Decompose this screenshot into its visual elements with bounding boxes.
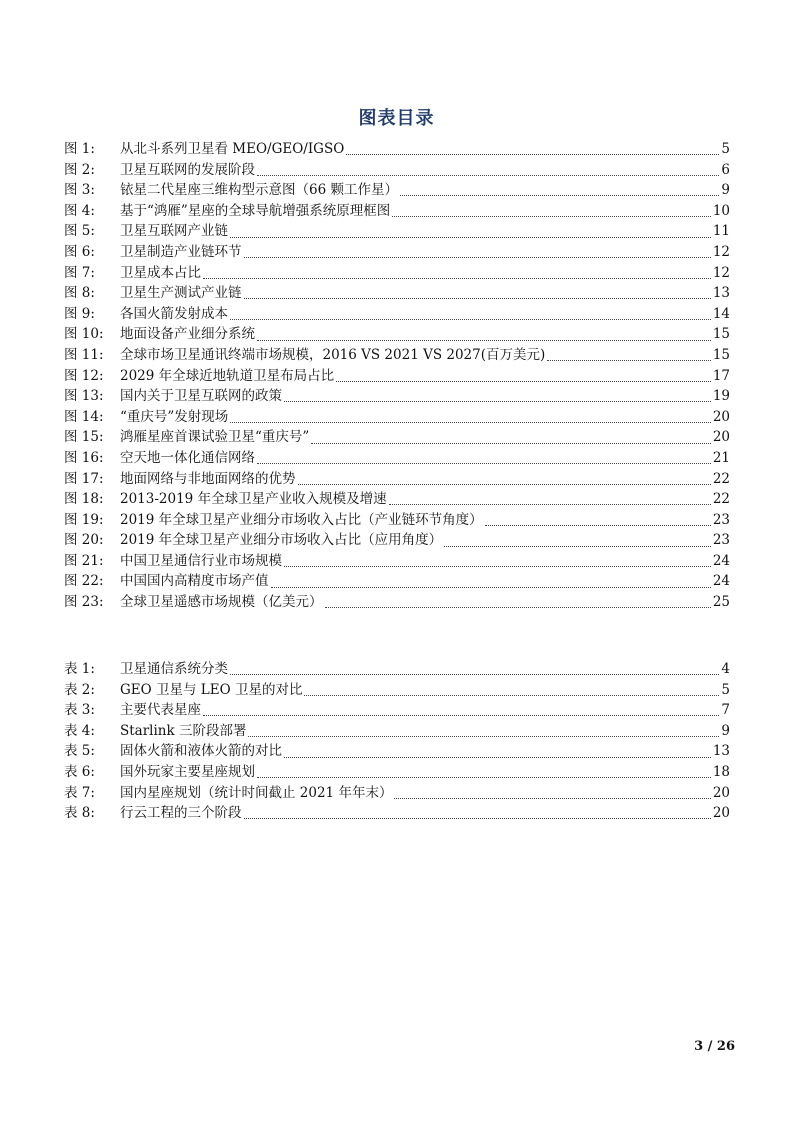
table-page-number: 20 bbox=[712, 784, 730, 801]
table-page-number: 18 bbox=[712, 763, 730, 780]
figure-entry[interactable] bbox=[64, 345, 730, 366]
table-label: 表 3: bbox=[64, 702, 95, 719]
figure-page-number: 23 bbox=[712, 511, 730, 528]
figure-title: 2029 年全球近地轨道卫星布局占比 bbox=[120, 367, 335, 384]
table-page-number: 13 bbox=[712, 743, 730, 760]
dot-leader bbox=[257, 339, 711, 341]
figure-entry[interactable] bbox=[64, 469, 730, 490]
figure-label: 图 8: bbox=[64, 285, 95, 302]
table-entry[interactable] bbox=[64, 783, 730, 804]
figure-title: 地面网络与非地面网络的优势 bbox=[120, 470, 296, 487]
figure-title: 全球卫星遥感市场规模（亿美元） bbox=[120, 594, 323, 611]
figure-page-number: 21 bbox=[712, 449, 730, 466]
figure-entry[interactable] bbox=[64, 304, 730, 325]
figure-label: 图 3: bbox=[64, 182, 95, 199]
table-title: 主要代表星座 bbox=[120, 702, 201, 719]
figure-title: 卫星互联网的发展阶段 bbox=[120, 161, 255, 178]
page-title: 图表目录 bbox=[358, 108, 435, 129]
table-label: 表 4: bbox=[64, 722, 95, 739]
figure-label: 图 19: bbox=[64, 511, 104, 528]
figure-page-number: 13 bbox=[712, 285, 730, 302]
figure-label: 图 18: bbox=[64, 491, 104, 508]
figure-page-number: 20 bbox=[712, 408, 730, 425]
figure-page-number: 11 bbox=[712, 223, 730, 240]
figure-page-number: 23 bbox=[712, 532, 730, 549]
dot-leader bbox=[336, 380, 711, 382]
figure-title: 从北斗系列卫星看 MEO/GEO/IGSO bbox=[120, 141, 345, 157]
dot-leader bbox=[389, 503, 711, 505]
dot-leader bbox=[230, 421, 711, 423]
dot-leader bbox=[271, 586, 711, 588]
page-number: 3 / 26 bbox=[694, 1039, 735, 1054]
figure-page-number: 20 bbox=[712, 429, 730, 446]
figure-entry[interactable] bbox=[64, 510, 730, 531]
figure-title: 卫星制造产业链环节 bbox=[120, 243, 242, 260]
dot-leader bbox=[400, 194, 719, 196]
table-title: 国内星座规划（统计时间截止 2021 年年末） bbox=[120, 784, 393, 801]
figure-page-number: 6 bbox=[721, 161, 730, 178]
dot-leader bbox=[394, 797, 710, 799]
table-title: Starlink 三阶段部署 bbox=[120, 722, 247, 739]
dot-leader bbox=[325, 606, 711, 608]
figure-entry[interactable] bbox=[64, 201, 730, 222]
figure-label: 图 11: bbox=[64, 346, 104, 363]
dot-leader bbox=[230, 318, 711, 320]
dot-leader bbox=[392, 215, 711, 217]
figure-label: 图 4: bbox=[64, 202, 95, 219]
dot-leader bbox=[244, 297, 711, 299]
dot-leader bbox=[298, 483, 711, 485]
figure-list bbox=[64, 139, 730, 613]
figure-label: 图 23: bbox=[64, 594, 104, 611]
dot-leader bbox=[257, 174, 719, 176]
figure-title: 中国卫星通信行业市场规模 bbox=[120, 552, 282, 569]
figure-page-number: 5 bbox=[721, 141, 730, 157]
figure-entry[interactable] bbox=[64, 530, 730, 551]
figure-label: 图 21: bbox=[64, 552, 104, 569]
figure-title: “重庆号”发射现场 bbox=[120, 408, 229, 425]
figure-title: 2019 年全球卫星产业细分市场收入占比（产业链环节角度） bbox=[120, 511, 483, 528]
figure-page-number: 14 bbox=[712, 305, 730, 322]
table-entry[interactable] bbox=[64, 659, 730, 680]
figure-title: 2019 年全球卫星产业细分市场收入占比（应用角度） bbox=[120, 532, 443, 549]
figure-title: 国内关于卫星互联网的政策 bbox=[120, 388, 282, 405]
figure-title: 基于“鸿雁”星座的全球导航增强系统原理框图 bbox=[120, 202, 391, 219]
figure-label: 图 13: bbox=[64, 388, 104, 405]
figure-entry[interactable] bbox=[64, 551, 730, 572]
dot-leader bbox=[485, 524, 711, 526]
figure-page-number: 19 bbox=[712, 388, 730, 405]
dot-leader bbox=[444, 545, 711, 547]
table-page-number: 9 bbox=[721, 722, 730, 739]
figure-entry[interactable] bbox=[64, 366, 730, 387]
table-page-number: 4 bbox=[721, 661, 730, 677]
table-page-number: 5 bbox=[721, 681, 730, 698]
figure-title: 鸿雁星座首课试验卫星“重庆号” bbox=[120, 429, 310, 446]
table-title: 固体火箭和液体火箭的对比 bbox=[120, 743, 282, 760]
figure-label: 图 9: bbox=[64, 305, 95, 322]
figure-entry[interactable] bbox=[64, 180, 730, 201]
figure-title: 空天地一体化通信网络 bbox=[120, 449, 255, 466]
table-label: 表 1: bbox=[64, 661, 95, 677]
figure-title: 卫星成本占比 bbox=[120, 264, 201, 281]
figure-entry[interactable] bbox=[64, 448, 730, 469]
figure-label: 图 20: bbox=[64, 532, 104, 549]
figure-entry[interactable] bbox=[64, 242, 730, 263]
figure-title: 2013-2019 年全球卫星产业收入规模及增速 bbox=[120, 491, 387, 508]
figure-entry[interactable] bbox=[64, 263, 730, 284]
figure-page-number: 12 bbox=[712, 264, 730, 281]
figure-page-number: 15 bbox=[712, 346, 730, 363]
dot-leader bbox=[230, 236, 711, 238]
dot-leader bbox=[284, 565, 711, 567]
figure-title: 卫星生产测试产业链 bbox=[120, 285, 242, 302]
figure-page-number: 22 bbox=[712, 491, 730, 508]
table-label: 表 8: bbox=[64, 805, 95, 822]
table-entry[interactable] bbox=[64, 700, 730, 721]
figure-label: 图 10: bbox=[64, 326, 104, 343]
figure-label: 图 5: bbox=[64, 223, 95, 240]
dot-leader bbox=[346, 153, 719, 155]
dot-leader bbox=[203, 277, 711, 279]
figure-title: 地面设备产业细分系统 bbox=[120, 326, 255, 343]
dot-leader bbox=[257, 776, 711, 778]
dot-leader bbox=[203, 714, 719, 716]
figure-title: 各国火箭发射成本 bbox=[120, 305, 228, 322]
figure-entry[interactable] bbox=[64, 324, 730, 345]
dot-leader bbox=[257, 462, 711, 464]
figure-label: 图 16: bbox=[64, 449, 104, 466]
table-title: 国外玩家主要星座规划 bbox=[120, 763, 255, 780]
figure-page-number: 24 bbox=[712, 552, 730, 569]
figure-title: 卫星互联网产业链 bbox=[120, 223, 228, 240]
figure-entry[interactable] bbox=[64, 386, 730, 407]
table-entry[interactable] bbox=[64, 803, 730, 824]
figure-entry[interactable] bbox=[64, 160, 730, 181]
figure-label: 图 1: bbox=[64, 141, 95, 157]
figure-page-number: 9 bbox=[721, 182, 730, 199]
figure-page-number: 25 bbox=[712, 594, 730, 611]
dot-leader bbox=[284, 400, 711, 402]
figure-label: 图 12: bbox=[64, 367, 104, 384]
figure-label: 图 14: bbox=[64, 408, 104, 425]
dot-leader bbox=[244, 256, 711, 258]
figure-page-number: 17 bbox=[712, 367, 730, 384]
figure-label: 图 7: bbox=[64, 264, 95, 281]
table-list bbox=[64, 659, 730, 824]
table-entry[interactable] bbox=[64, 721, 730, 742]
figure-label: 图 22: bbox=[64, 573, 104, 590]
table-title: GEO 卫星与 LEO 卫星的对比 bbox=[120, 681, 303, 698]
dot-leader bbox=[547, 359, 711, 361]
figure-entry[interactable] bbox=[64, 592, 730, 613]
dot-leader bbox=[244, 817, 711, 819]
table-label: 表 6: bbox=[64, 763, 95, 780]
table-entry[interactable] bbox=[64, 680, 730, 701]
table-label: 表 7: bbox=[64, 784, 95, 801]
figure-title: 全球市场卫星通讯终端市场规模，2016 VS 2021 VS 2027(百万美元) bbox=[120, 346, 546, 363]
figure-page-number: 12 bbox=[712, 243, 730, 260]
table-label: 表 5: bbox=[64, 743, 95, 760]
figure-page-number: 15 bbox=[712, 326, 730, 343]
dot-leader bbox=[284, 756, 711, 758]
figure-entry[interactable] bbox=[64, 139, 730, 160]
figure-entry[interactable] bbox=[64, 283, 730, 304]
figure-page-number: 22 bbox=[712, 470, 730, 487]
figure-label: 图 17: bbox=[64, 470, 104, 487]
dot-leader bbox=[311, 442, 711, 444]
table-entry[interactable] bbox=[64, 741, 730, 762]
dot-leader bbox=[248, 735, 719, 737]
figure-label: 图 6: bbox=[64, 243, 95, 260]
dot-leader bbox=[230, 673, 719, 675]
figure-entry[interactable] bbox=[64, 427, 730, 448]
table-page-number: 20 bbox=[712, 805, 730, 822]
table-label: 表 2: bbox=[64, 681, 95, 698]
figure-entry[interactable] bbox=[64, 407, 730, 428]
table-entry[interactable] bbox=[64, 762, 730, 783]
figure-entry[interactable] bbox=[64, 571, 730, 592]
dot-leader bbox=[304, 694, 719, 696]
figure-entry[interactable] bbox=[64, 489, 730, 510]
figure-title: 中国国内高精度市场产值 bbox=[120, 573, 269, 590]
table-page-number: 7 bbox=[721, 702, 730, 719]
table-title: 行云工程的三个阶段 bbox=[120, 805, 242, 822]
figure-page-number: 24 bbox=[712, 573, 730, 590]
figure-label: 图 2: bbox=[64, 161, 95, 178]
figure-entry[interactable] bbox=[64, 221, 730, 242]
figure-title: 铱星二代星座三维构型示意图（66 颗工作星） bbox=[120, 182, 398, 199]
figure-page-number: 10 bbox=[712, 202, 730, 219]
table-title: 卫星通信系统分类 bbox=[120, 661, 228, 677]
figure-label: 图 15: bbox=[64, 429, 104, 446]
